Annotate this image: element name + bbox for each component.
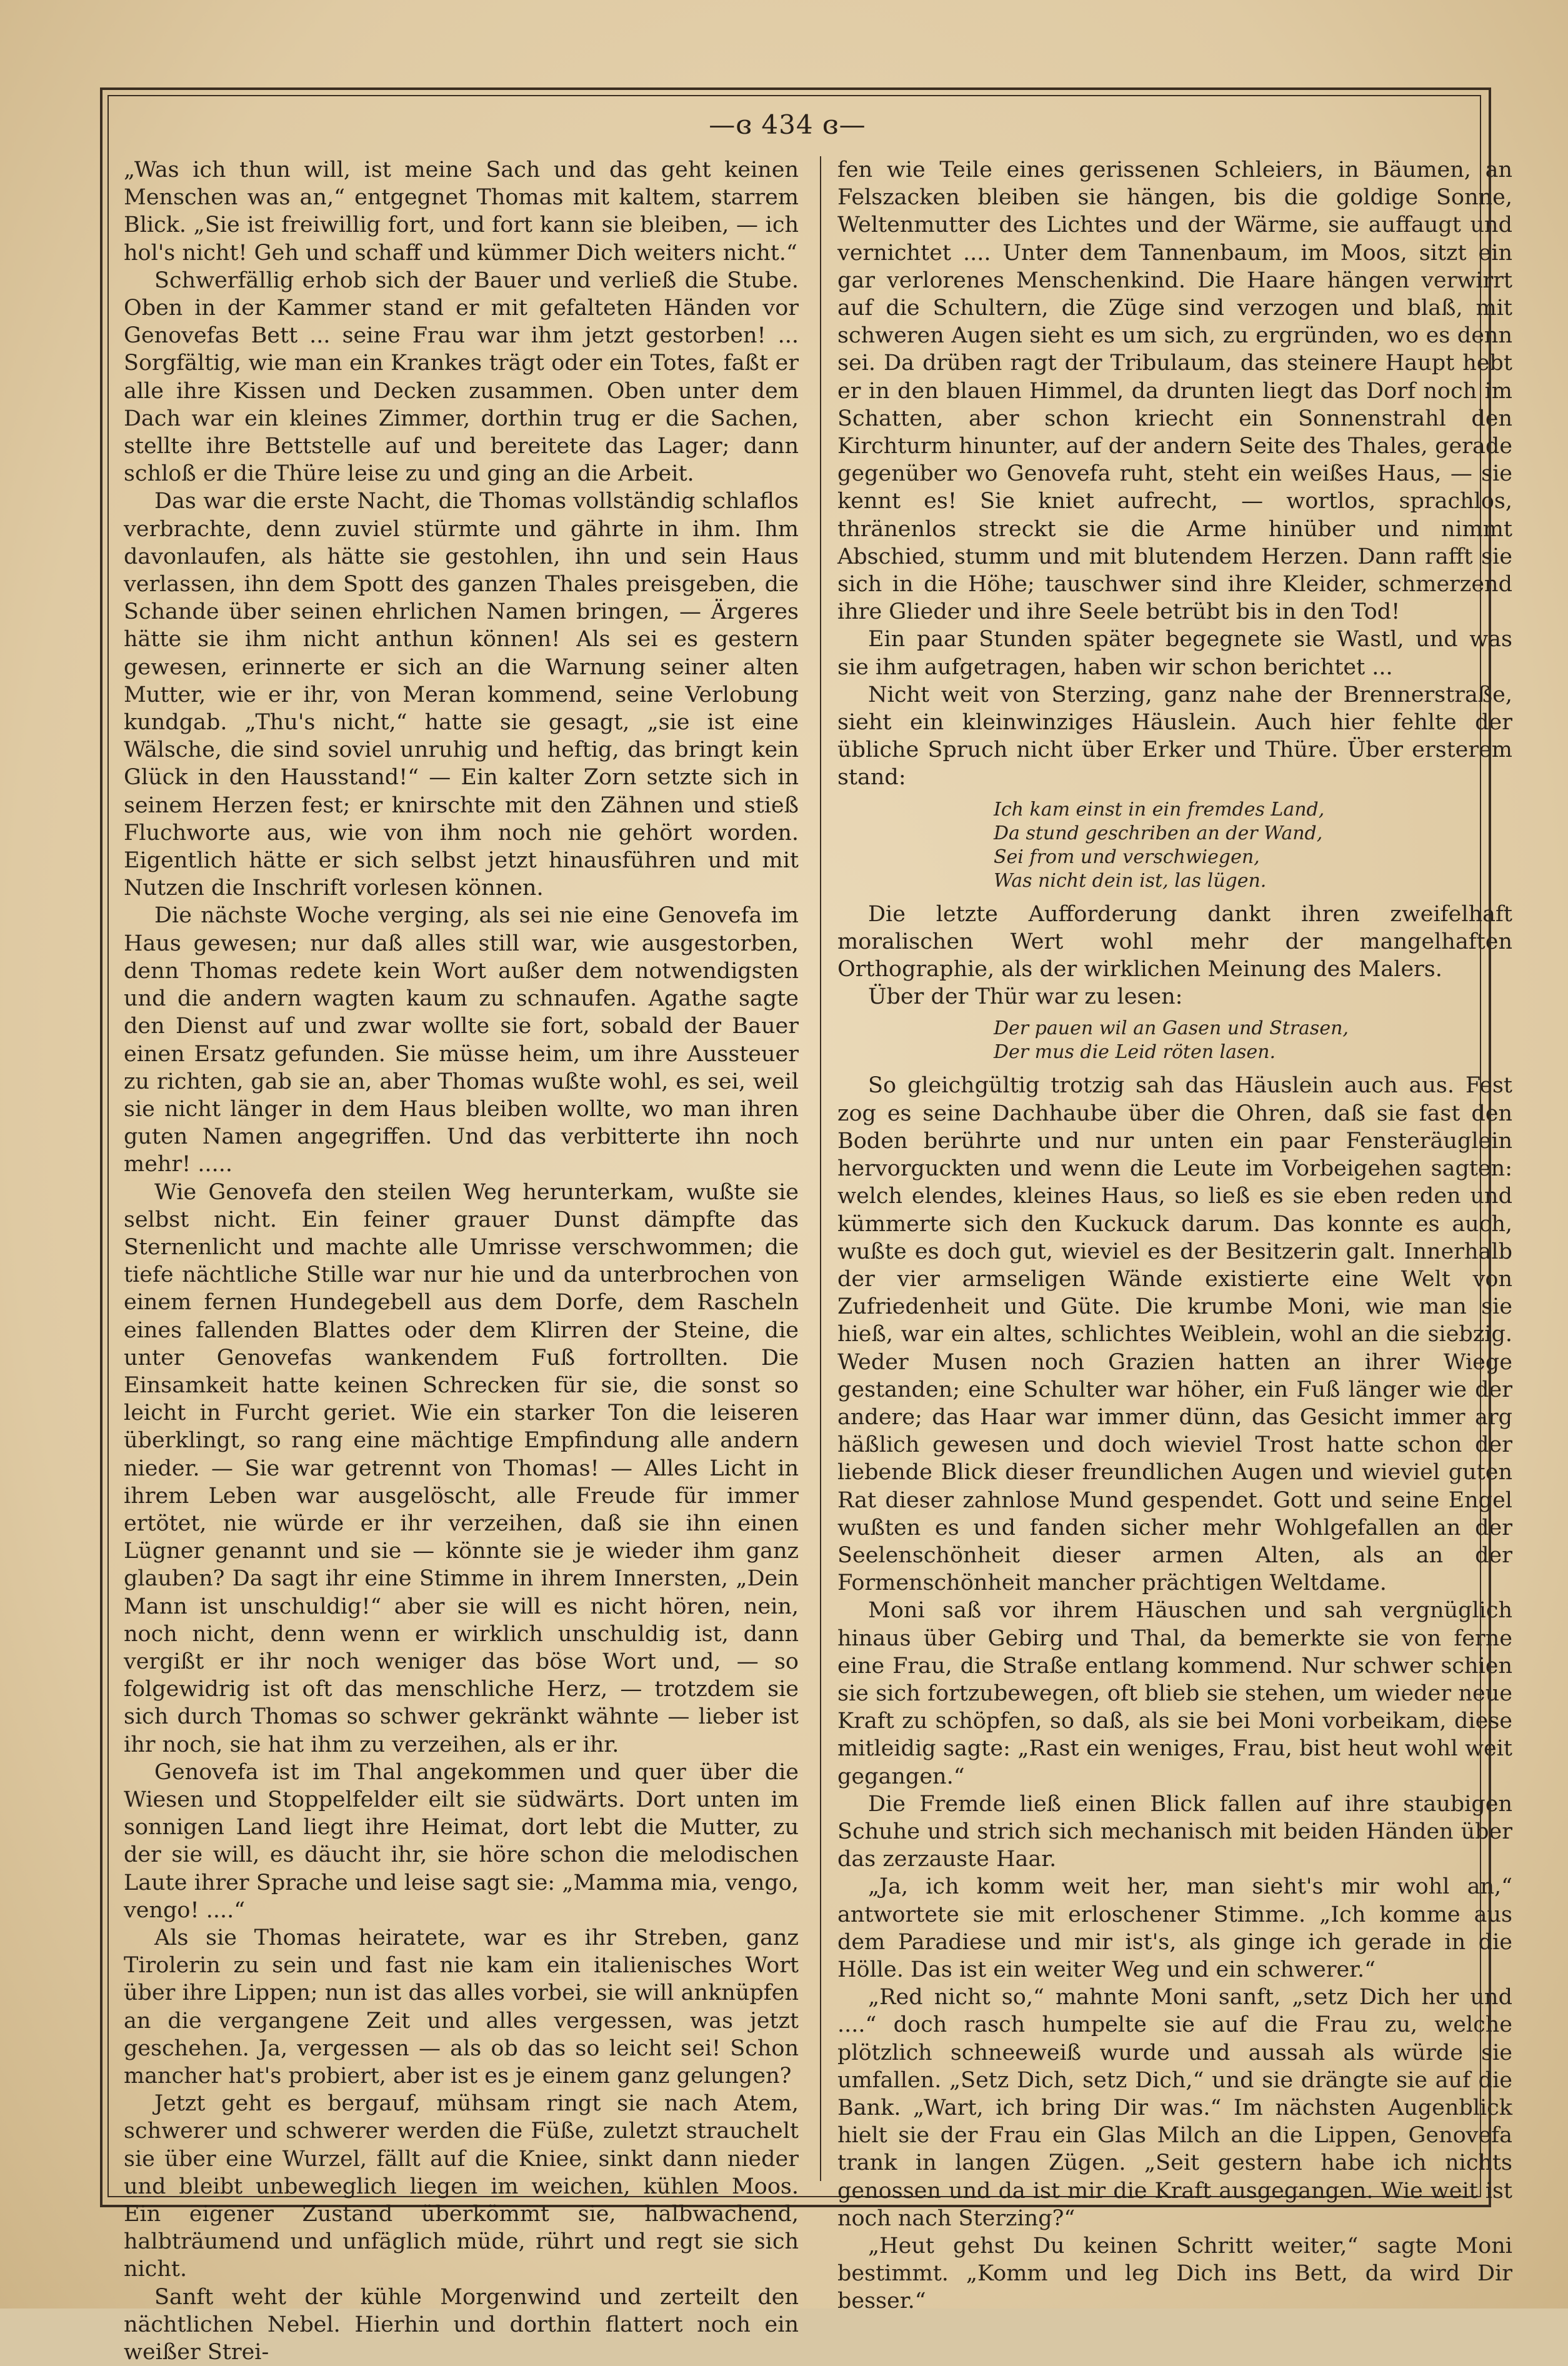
paragraph: So gleichgültig trotzig sah das Häuslein auch aus. Fest zog es seine Dachhaube über die Ohren, daß sie fast den Boden berührte und nur unten ein paar Fensteräuglein hervorguckten und wenn die Leute im Vorbeigehen sagten: welch elendes, kleines Haus, so ließ es sie eben reden und kümmerte sich den Kuckuck darum. Das konnte es auch, wußte es doch gut, wieviel es der Besitzerin galt. Innerhalb der vier armseligen Wände existierte eine Welt von Zufriedenheit und Güte. Die krumbe Moni, wie man sie hieß, war ein altes, schlichtes Weiblein, wohl an die siebzig. Weder Musen noch Grazien hatten an ihrer Wiege gestanden; eine Schulter war höher, ein Fuß länger wie der andere; das Haar war immer dünn, das Gesicht immer arg häßlich gewesen und doch wieviel Trost hatte schon der liebende Blick dieser freundlichen Augen und wieviel guten Rat dieser zahnlose Mund gespendet. Gott und seine Engel wußten es und fanden sicher mehr Wohlgefallen an der Seelenschönheit dieser armen Alten, als an der Formenschönheit mancher prächtigen Weltdame.: [837, 1073, 1512, 1596]
paragraph: Über der Thür war zu lesen:: [868, 984, 1183, 1010]
verse-line: Ich kam einst in ein fremdes Land,: [994, 798, 1325, 821]
right-column: [837, 156, 1512, 2314]
paragraph: Genovefa ist im Thal angekommen und quer über die Wiesen und Stoppelfelder eilt sie südwärts. Dort unten im sonnigen Land liegt ihre Heimat, dort lebt die Mutter, zu der sie will, es däucht ihr, sie höre schon die melodischen Laute ihrer Sprache und leise sagt sie: „Mamma mia, vengo, vengo! ....“: [124, 1759, 799, 1923]
paragraph: Schwerfällig erhob sich der Bauer und verließ die Stube. Oben in der Kammer stand er mit gefalteten Händen vor Genovefas Bett ... seine Frau war ihm jetzt gestorben! ... Sorgfältig, wie man ein Krankes trägt oder ein Totes, faßt er alle ihre Kissen und Decken zusammen. Oben unter dem Dach war ein kleines Zimmer, dorthin trug er die Sachen, stellte ihre Bettstelle auf und bereitete das Lager; dann schloß er die Thüre leise zu und ging an die Arbeit.: [124, 267, 799, 487]
paragraph: „Red nicht so,“ mahnte Moni sanft, „setz Dich her und ....“ doch rasch humpelte sie auf die Frau zu, welche plötzlich schneeweiß wurde und aussah als würde sie umfallen. „Setz Dich, setz Dich,“ und sie drängte sie auf die Bank. „Wart, ich bring Dir was.“ Im nächsten Augenblick hielt sie der Frau ein Glas Milch an die Lippen, Genovefa trank in langen Zügen. „Seit gestern habe ich nichts genossen und da ist mir die Kraft ausgegangen. Wie weit ist noch nach Sterzing?“: [837, 1985, 1512, 2231]
paragraph: Moni saß vor ihrem Häuschen und sah vergnüglich hinaus über Gebirg und Thal, da bemerkte sie von ferne eine Frau, die Straße entlang kommend. Nur schwer schien sie sich fortzubewegen, oft blieb sie stehen, um wieder neue Kraft zu schöpfen, so daß, als sie bei Moni vorbeikam, diese mitleidig sagte: „Rast ein weniges, Frau, bist heut wohl weit gegangen.“: [837, 1598, 1512, 1789]
paragraph: Ein paar Stunden später begegnete sie Wastl, und was sie ihm aufgetragen, haben wir schon berichtet ...: [837, 627, 1512, 680]
paragraph: Jetzt geht es bergauf, mühsam ringt sie nach Atem, schwerer und schwerer werden die Füße, zuletzt strauchelt sie über eine Wurzel, fällt auf die Kniee, sinkt dann nieder und bleibt unbeweglich liegen im weichen, kühlen Moos. Ein eigener Zustand überkömmt sie, halbwachend, halbträumend und unfäglich müde, rührt und regt sie sich nicht.: [124, 2091, 799, 2282]
paragraph: Wie Genovefa den steilen Weg herunterkam, wußte sie selbst nicht. Ein feiner grauer Dunst dämpfte das Sternenlicht und machte alle Umrisse verschwommen; die tiefe nächtliche Stille war nur hie und da unterbrochen von einem fernen Hundegebell aus dem Dorfe, dem Rascheln eines fallenden Blattes oder dem Klirren der Steine, die unter Genovefas wankendem Fuß fortrollten. Die Einsamkeit hatte keinen Schrecken für sie, die sonst so leicht in Furcht geriet. Wie ein starker Ton die leiseren überklingt, so rang eine mächtige Empfindung alle andern nieder. — Sie war getrennt von Thomas! — Alles Licht in ihrem Leben war ausgelöscht, alle Freude für immer ertötet, nie würde er ihr verzeihen, daß sie ihn einen Lügner genannt und sie — könnte sie je wieder ihm ganz glauben? Da sagt ihr eine Stimme in ihrem Innersten, „Dein Mann ist unschuldig!“ aber sie will es nicht hören, nein, noch nicht, denn wenn er wirklich unschuldig ist, dann vergißt er ihr noch weniger das böse Wort und, — so folgewidrig ist oft das menschliche Herz, — trotzdem sie sich durch Thomas so schwer gekränkt wähnte — lieber ist ihr noch, sie hat ihm zu verzeihen, als er ihr.: [124, 1179, 799, 1757]
paragraph: fen wie Teile eines gerissenen Schleiers, in Bäumen, an Felszacken bleiben sie hängen, bis die goldige Sonne, Weltenmutter des Lichtes und der Wärme, sie auffaugt und vernichtet .... Unter dem Tannenbaum, im Moos, sitzt ein gar verlorenes Menschenkind. Die Haare hängen verwirrt auf die Schultern, die Züge sind verzogen und blaß, mit schweren Augen sieht es um sich, zu ergründen, wo es denn sei. Da drüben ragt der Tribulaum, das steinere Haupt hebt er in den blauen Himmel, da drunten liegt das Dorf noch im Schatten, aber schon kriecht ein Sonnenstrahl den Kirchturm hinunter, auf der andern Seite des Thales, gerade gegenüber wo Genovefa ruht, steht ein weißes Haus, — sie kennt es! Sie kniet aufrecht, — wortlos, sprachlos, thränenlos streckt sie die Arme hinüber und nimmt Abschied, stumm und mit blutendem Herzen. Dann rafft sie sich in die Höhe; tauschwer sind ihre Kleider, schmerzend ihre Glieder und ihre Seele betrübt bis in den Tod!: [837, 157, 1512, 625]
page-number: —ɞ 434 ɞ—: [709, 109, 866, 140]
paragraph: Das war die erste Nacht, die Thomas vollständig schlaflos verbrachte, denn zuviel stürmte und gährte in ihm. Ihm davonlaufen, als hätte sie gestohlen, ihn und sein Haus verlassen, ihn dem Spott des ganzen Thales preisgeben, die Schande über seinen ehrlichen Namen bringen, — Ärgeres hätte sie ihm nicht anthun können! Als sei es gestern gewesen, erinnerte er sich an die Warnung seiner alten Mutter, wie er ihr, von Meran kommend, seine Verlobung kundgab. „Thu's nicht,“ hatte sie gesagt, „sie ist eine Wälsche, die sind soviel unruhig und heftig, das bringt kein Glück in den Hausstand!“ — Ein kalter Zorn setzte sich in seinem Herzen fest; er knirschte mit den Zähnen und stieß Fluchworte aus, wie von ihm noch nie gehört worden. Eigentlich hätte er sich selbst jetzt hinausführen und mit Nutzen die Inschrift vorlesen können.: [124, 489, 799, 901]
paragraph: Die Fremde ließ einen Blick fallen auf ihre staubigen Schuhe und strich sich mechanisch mit beiden Händen über das zerzauste Haar.: [837, 1791, 1512, 1872]
paragraph: Nicht weit von Sterzing, ganz nahe der Brennerstraße, sieht ein kleinwinziges Häuslein. Auch hier fehlte der übliche Spruch nicht über Erker und Thüre. Über ersterem stand:: [837, 682, 1512, 791]
house-inscription-verse: [994, 798, 1512, 893]
verse-line: Was nicht dein ist, las lügen.: [994, 869, 1267, 892]
left-column: [124, 156, 799, 2365]
paragraph: „Was ich thun will, ist meine Sach und das geht keinen Menschen was an,“ entgegnet Thomas mit kaltem, starrem Blick. „Sie ist freiwillig fort, und fort kann sie bleiben, — ich hol's nicht! Geh und schaff und kümmer Dich weiters nicht.“: [124, 157, 799, 266]
verse-line: Der mus die Leid röten lasen.: [994, 1041, 1276, 1064]
verse-line: Der pauen wil an Gasen und Strasen,: [994, 1017, 1349, 1040]
paragraph: Sanft weht der kühle Morgenwind und zerteilt den nächtlichen Nebel. Hierhin und dorthin flattert noch ein weißer Strei-: [124, 2284, 799, 2365]
paragraph: Die nächste Woche verging, als sei nie eine Genovefa im Haus gewesen; nur daß alles still war, wie ausgestorben, denn Thomas redete kein Wort außer dem notwendigsten und die andern wagten kaum zu schnaufen. Agathe sagte den Dienst auf und zwar wollte sie fort, sobald der Bauer einen Ersatz gefunden. Sie müsse heim, um ihre Aussteuer zu richten, gab sie an, aber Thomas wußte wohl, es sei, weil sie nicht länger in dem Haus bleiben wollte, wo man ihren guten Namen angegriffen. Und das verbitterte ihn noch mehr! .....: [124, 903, 799, 1177]
paragraph: „Heut gehst Du keinen Schritt weiter,“ sagte Moni bestimmt. „Komm und leg Dich ins Bett, da wird Dir besser.“: [837, 2234, 1512, 2314]
paragraph: Als sie Thomas heiratete, war es ihr Streben, ganz Tirolerin zu sein und fast nie kam ein italienisches Wort über ihre Lippen; nun ist das alles vorbei, sie will anknüpfen an die vergangene Zeit und alles vergessen, was jetzt geschehen. Ja, vergessen — als ob das so leicht sei! Schon mancher hat's probiert, aber ist es je einem ganz gelungen?: [124, 1925, 799, 2089]
verse-line: Da stund geschriben an der Wand,: [994, 822, 1323, 844]
column-divider: [820, 156, 821, 2181]
paragraph: „Ja, ich komm weit her, man sieht's mir wohl an,“ antwortete sie mit erloschener Stimme. „Ich komme aus dem Paradiese und mir ist's, als ginge ich gerade in die Hölle. Das ist ein weiter Weg und ein schwerer.“: [837, 1874, 1512, 1982]
verse-line: Sei from und verschwiegen,: [994, 846, 1260, 868]
door-inscription-verse: [994, 1017, 1512, 1064]
paragraph: Die letzte Aufforderung dankt ihren zweifelhaft moralischen Wert wohl mehr der mangelhaften Orthographie, als der wirklichen Meinung des Malers.: [837, 901, 1512, 982]
